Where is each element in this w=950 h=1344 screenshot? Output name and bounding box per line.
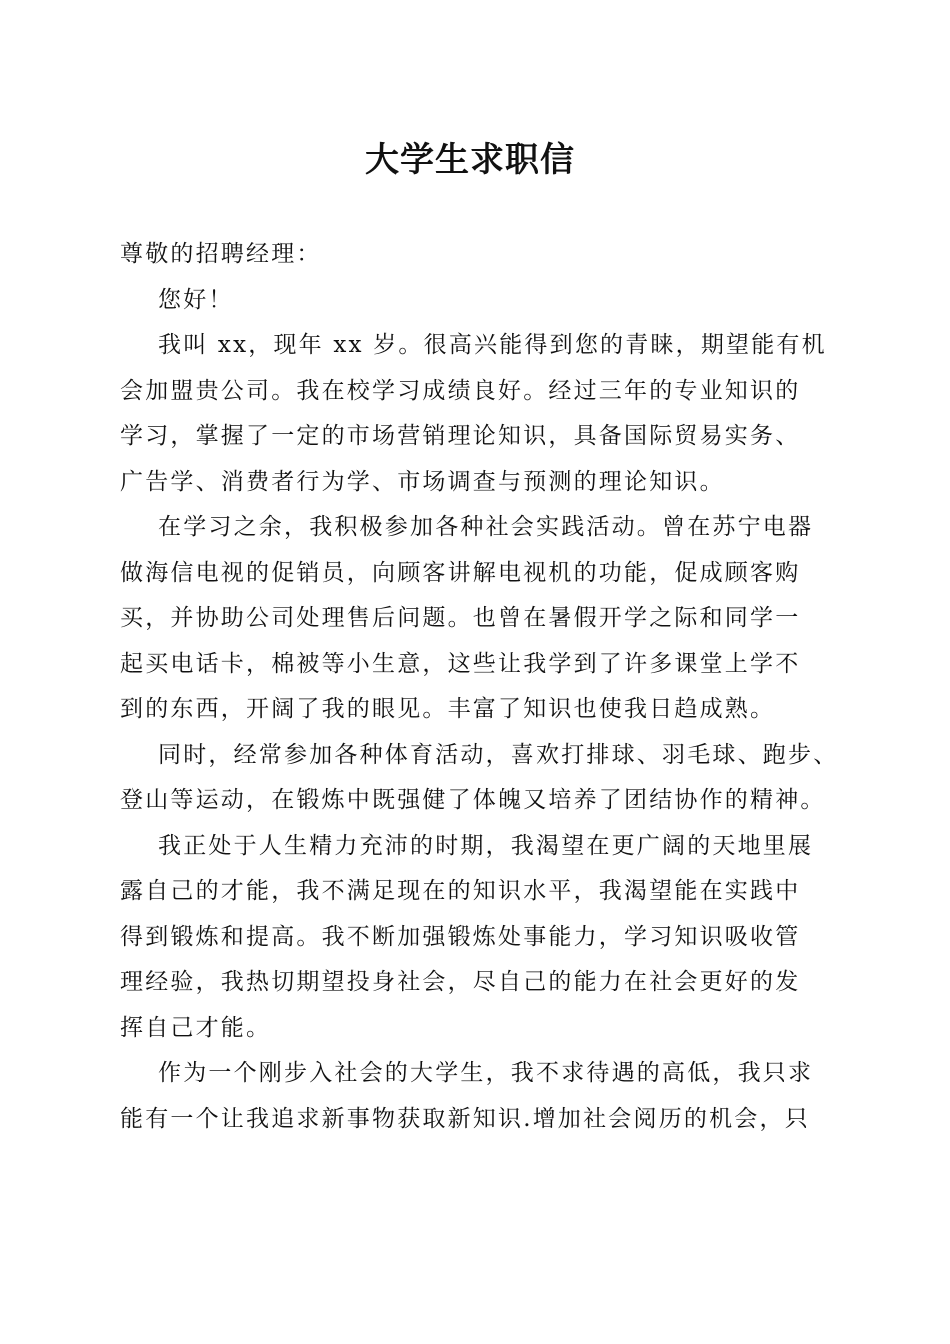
letter-body: [120, 232, 839, 1142]
paragraph-sports: [120, 733, 839, 824]
paragraph-line: 广告学、消费者行为学、市场调查与预测的理论知识。: [120, 468, 725, 495]
paragraph-intro: [120, 323, 830, 505]
paragraph-line: 同时，经常参加各种体育活动，喜欢打排球、羽毛球、跑步、: [158, 741, 839, 768]
paragraph-line: 买，并协助公司处理售后问题。也曾在暑假开学之际和同学一: [120, 605, 801, 631]
paragraph-line: 我正处于人生精力充沛的时期，我渴望在更广阔的天地里展: [158, 832, 814, 859]
page-title: 大学生求职信: [365, 140, 575, 180]
paragraph-expectation: [120, 1051, 830, 1142]
paragraph-line: 露自己的才能，我不满足现在的知识水平，我渴望能在实践中: [120, 878, 801, 904]
greeting: 您好！: [158, 286, 234, 313]
paragraph-line: 到的东西，开阔了我的眼见。丰富了知识也使我日趋成熟。: [120, 696, 776, 722]
paragraph-line: 在学习之余，我积极参加各种社会实践活动。曾在苏宁电器: [158, 514, 814, 540]
paragraph-line: 能有一个让我追求新事物获取新知识.增加社会阅历的机会，只: [120, 1105, 810, 1132]
paragraph-line: 会加盟贵公司。我在校学习成绩良好。经过三年的专业知识的: [120, 377, 801, 404]
paragraph-line: 挥自己才能。: [120, 1014, 272, 1041]
paragraph-line: 做海信电视的促销员，向顾客讲解电视机的功能，促成顾客购: [120, 559, 801, 586]
paragraph-line: 学习，掌握了一定的市场营销理论知识，具备国际贸易实务、: [120, 423, 801, 449]
salutation: 尊敬的招聘经理：: [120, 241, 322, 267]
paragraph-line: 我叫 xx，现年 xx 岁。很高兴能得到您的青睐，期望能有机: [158, 332, 827, 358]
paragraph-line: 作为一个刚步入社会的大学生，我不求待遇的高低，我只求: [158, 1060, 814, 1086]
paragraph-line: 登山等运动，在锻炼中既强健了体魄又培养了团结协作的精神。: [120, 787, 826, 813]
paragraph-ambition: [120, 824, 830, 1052]
paragraph-practice: [120, 505, 830, 733]
paragraph-line: 理经验，我热切期望投身社会，尽自己的能力在社会更好的发: [120, 969, 801, 995]
paragraph-line: 得到锻炼和提高。我不断加强锻炼处事能力，学习知识吸收管: [120, 923, 801, 950]
paragraph-line: 起买电话卡，棉被等小生意，这些让我学到了许多课堂上学不: [120, 650, 801, 677]
